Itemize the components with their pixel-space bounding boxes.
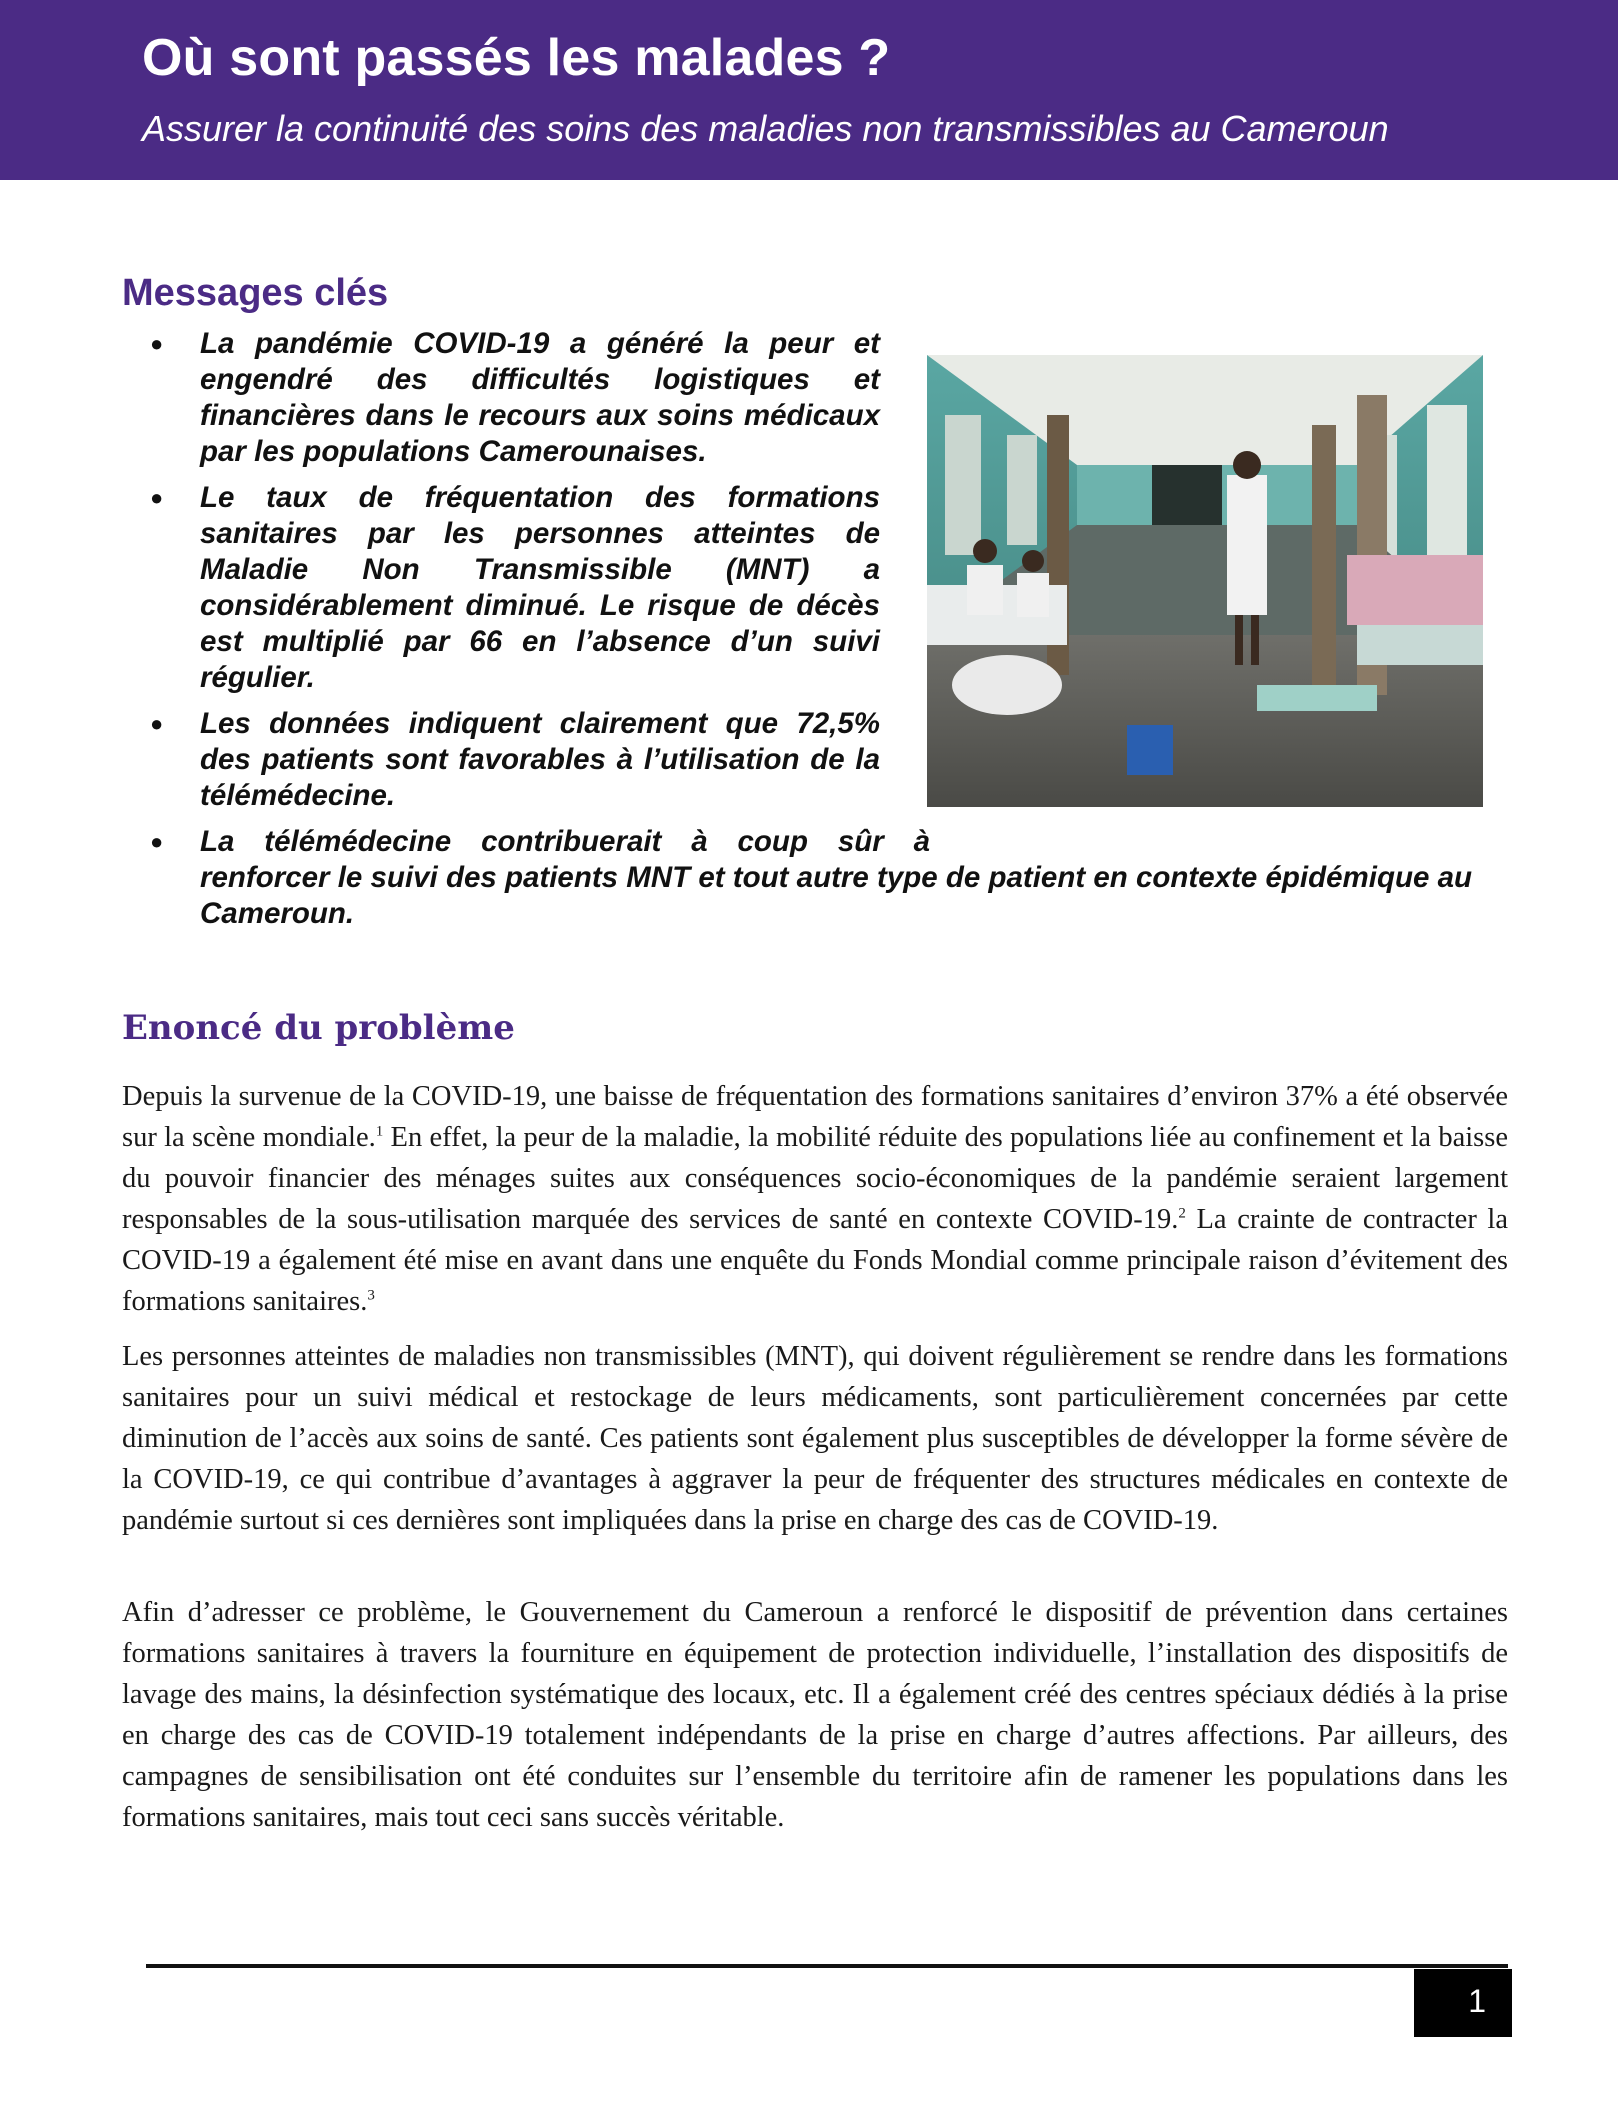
document-subtitle: Assurer la continuité des soins des maladies non transmissibles au Cameroun (142, 108, 1389, 149)
text-run: Depuis la survenue de la COVID-19, une baisse de fréquentation des formations sanitaires d’environ 37% a été observée sur la scène mondiale. (122, 1081, 1508, 1153)
footnote-ref: 2 (1178, 1205, 1186, 1222)
key-messages-heading: Messages clés (122, 272, 389, 314)
body-paragraph: Afin d’adresser ce problème, le Gouvernement du Cameroun a renforcé le dispositif de prévention dans certaines formations sanitaires à travers la fourniture en équipement de protection individuelle, l’installation des dispositifs de lavage des mains, la désinfection systématique des locaux, etc. Il a également créé des centres spéciaux dédiés à la prise en charge des cas de COVID-19 totalement indépendants de la prise en charge d’autres affections. Par ailleurs, des campagnes de sensibilisation ont été conduites sur l’ensemble du territoire afin de ramener les populations dans les formations sanitaires, mais tout ceci sans succès véritable. (122, 1597, 1508, 1833)
key-message-item (150, 824, 1510, 932)
hospital-ward-photo (927, 355, 1483, 807)
text-run: La crainte de contracter la COVID-19 a également été mise en avant dans une enquête du Fonds Mondial comme principale raison d’évitement des formations sanitaires. (122, 1204, 1509, 1317)
page-number: 1 (1414, 1969, 1512, 2037)
footnote-ref: 3 (367, 1287, 375, 1304)
body-paragraph: Les personnes atteintes de maladies non transmissibles (MNT), qui doivent régulièrement se rendre dans les formations sanitaires pour un suivi médical et restockage de leurs médicaments, sont particulièrement concernées par cette diminution de l’accès aux soins de santé. Ces patients sont également plus susceptibles de développer la forme sévère de la COVID-19, ce qui contribue d’avantages à aggraver la peur de fréquenter des structures médicales en contexte de pandémie surtout si ces dernières sont impliquées dans la prise en charge des cas de COVID-19. (122, 1341, 1508, 1536)
key-message-item: ● Les données indiquent clairement que 72,5% des patients sont favorables à l’utilisation de la télémédecine. (150, 706, 880, 814)
key-message-item: ● Le taux de fréquentation des formations sanitaires par les personnes atteintes de Maladie Non Transmissible (MNT) a considérablement diminué. Le risque de décès est multiplié par 66 en l’absence d’un suivi régulier. (150, 480, 880, 696)
footnote-ref: 1 (375, 1123, 384, 1140)
body-paragraph (122, 1076, 1508, 1322)
problem-statement-heading: Enoncé du problème (122, 1008, 515, 1048)
document-title: Où sont passés les malades ? (142, 29, 891, 87)
footer-rule (146, 1964, 1508, 1968)
key-message-line: renforcer le suivi des patients MNT et tout autre type de patient en contexte épidémique au Cameroun. (200, 861, 1473, 930)
key-message-item: ● La pandémie COVID-19 a généré la peur et engendré des difficultés logistiques et financières dans le recours aux soins médicaux par les populations Camerounaises. (150, 326, 880, 470)
header-band (0, 0, 1618, 180)
key-message-line: ● La télémédecine contribuerait à coup sûr à (200, 825, 930, 858)
text-run: En effet, la peur de la maladie, la mobilité réduite des populations liée au confinement et la baisse du pouvoir financier des ménages suites aux conséquences socio-économiques de la pandémie seraient largement responsables de la sous-utilisation marquée des services de santé en contexte COVID-19. (122, 1122, 1508, 1235)
